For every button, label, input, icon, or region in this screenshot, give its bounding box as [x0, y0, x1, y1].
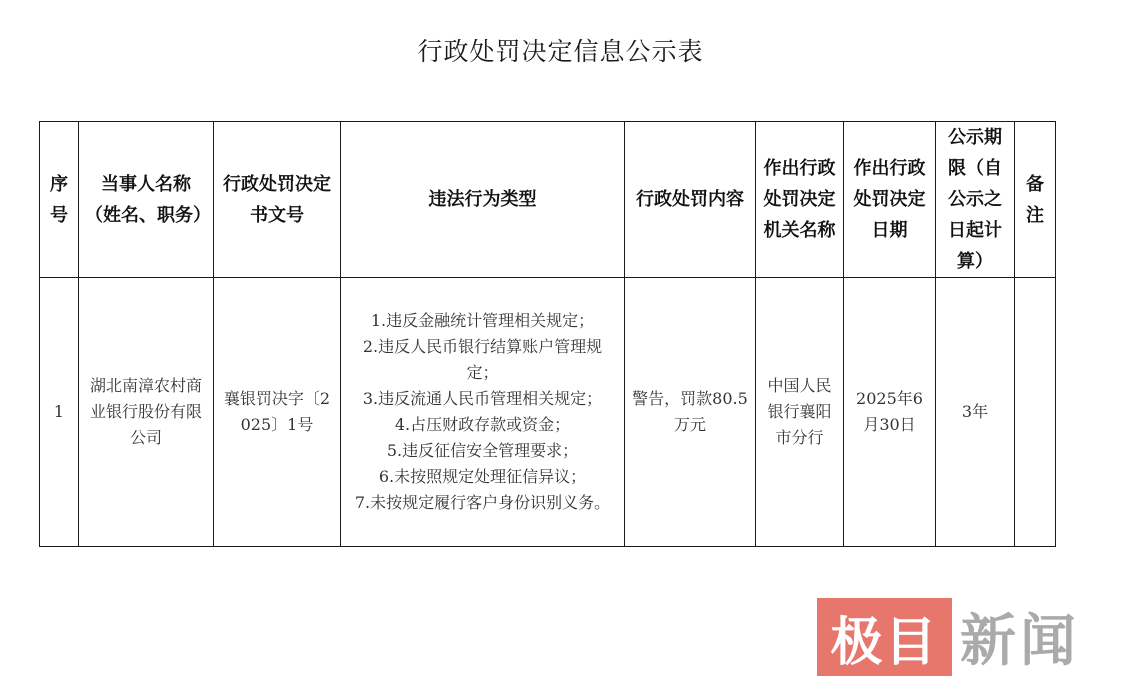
header-decision-date: 作出行政处罚决定日期 [844, 122, 936, 278]
header-authority: 作出行政处罚决定机关名称 [756, 122, 844, 278]
page-title: 行政处罚决定信息公示表 [417, 37, 704, 66]
violation-list [347, 308, 618, 516]
header-seq: 序号 [40, 122, 79, 278]
cell-doc-no: 襄银罚决字〔2025〕1号 [214, 278, 341, 547]
header-party: 当事人名称（姓名、职务） [79, 122, 214, 278]
header-penalty: 行政处罚内容 [625, 122, 756, 278]
cell-publicity-period: 3年 [936, 278, 1015, 547]
table-header-row [40, 122, 1056, 278]
header-doc-no: 行政处罚决定书文号 [214, 122, 341, 278]
cell-party: 湖北南漳农村商业银行股份有限公司 [79, 278, 214, 547]
violation-item: 4.占压财政存款或资金； [394, 415, 571, 434]
cell-decision-date: 2025年6月30日 [844, 278, 936, 547]
table-row [40, 278, 1056, 547]
violation-item: 6.未按照规定处理征信异议； [378, 467, 587, 486]
header-violation-type: 违法行为类型 [341, 122, 625, 278]
news-watermark [817, 597, 1113, 677]
cell-penalty: 警告，罚款80.5万元 [625, 278, 756, 547]
header-remarks: 备注 [1015, 122, 1056, 278]
cell-seq: 1 [40, 278, 79, 547]
cell-remarks [1015, 278, 1056, 547]
violation-item: 1.违反金融统计管理相关规定； [370, 311, 595, 330]
cell-violations [341, 278, 625, 547]
watermark-badge: 极目 [817, 598, 952, 676]
violation-item: 2.违反人民币银行结算账户管理规定； [362, 337, 603, 382]
cell-authority: 中国人民银行襄阳市分行 [756, 278, 844, 547]
violation-item: 5.违反征信安全管理要求； [386, 441, 579, 460]
violation-item: 7.未按规定履行客户身份识别义务。 [354, 493, 611, 512]
violation-item: 3.违反流通人民币管理相关规定； [362, 389, 603, 408]
penalty-info-table [39, 121, 1056, 547]
header-publicity-period: 公示期限（自公示之日起计算） [936, 122, 1015, 278]
watermark-text: 新闻 [960, 608, 1080, 674]
